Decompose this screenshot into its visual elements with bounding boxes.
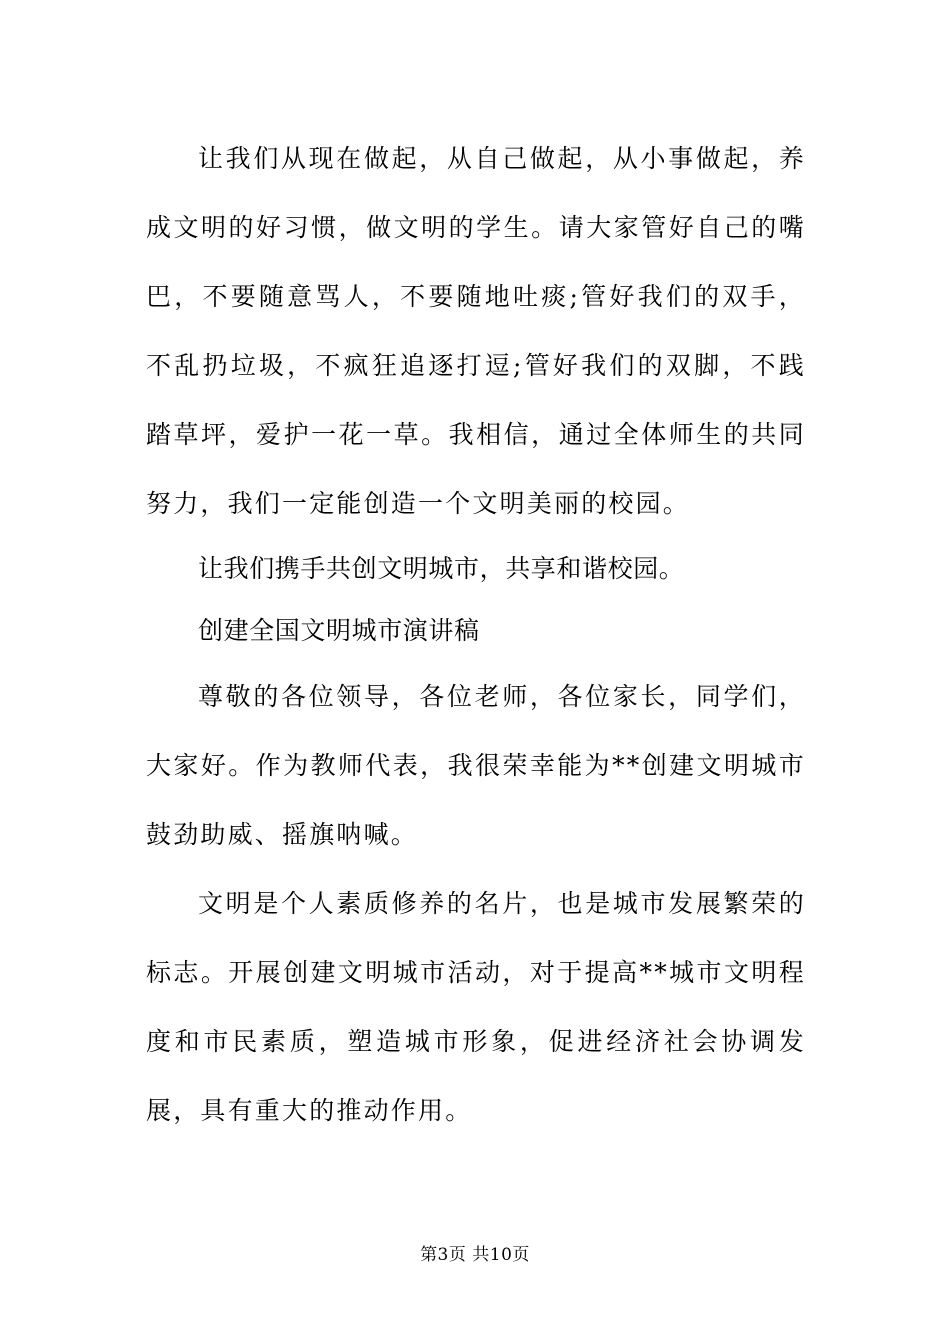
paragraph-closing-call: 让我们携手共创文明城市，共享和谐校园。: [198, 554, 685, 583]
section-heading: 创建全国文明城市演讲稿: [198, 616, 480, 645]
page-footer: 第3页 共10页: [420, 1245, 530, 1265]
document-body: [146, 124, 806, 1145]
paragraph-civility-habits: 让我们从现在做起，从自己做起，从小事做起，养成文明的好习惯，做文明的学生。请大家管好自己的嘴巴，不要随意骂人，不要随地吐痰;管好我们的双手，不乱扔垃圾，不疯狂追逐打逗;管好我们的双脚，不践踏草坪，爱护一花一草。我相信，通过全体师生的共同努力，我们一定能创造一个文明美丽的校园。: [146, 144, 806, 518]
paragraph-greeting: 尊敬的各位领导，各位老师，各位家长，同学们，大家好。作为教师代表，我很荣幸能为**创建文明城市鼓劲助威、摇旗呐喊。: [146, 682, 806, 849]
paragraph-civilization-significance: 文明是个人素质修养的名片，也是城市发展繁荣的标志。开展创建文明城市活动，对于提高**城市文明程度和市民素质，塑造城市形象，促进经济社会协调发展，具有重大的推动作用。: [146, 889, 806, 1125]
